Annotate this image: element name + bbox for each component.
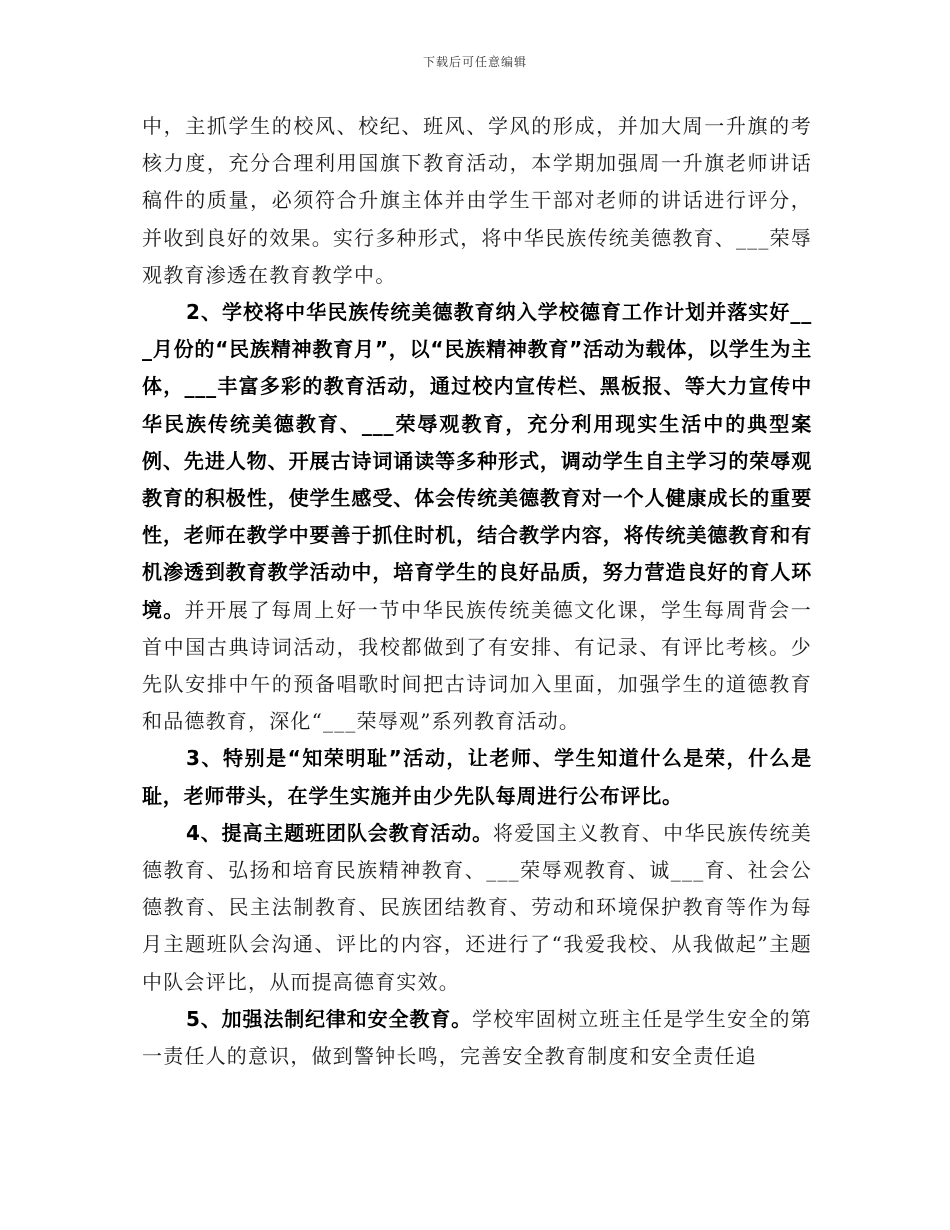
paragraph-text: 学校牢固树立班主任是学生安全的第一责任人的意识，做到警钟长鸣，完善安全教育制度和安全责任追 (142, 1006, 813, 1069)
page-header: 下载后可任意编辑 (422, 55, 527, 69)
paragraph-bold-text: 2、学校将中华民族传统美德教育纳入学校德育工作计划并落实好___月份的“民族精神教育月”，以“民族精神教育”活动为载体，以学生为主体，___丰富多彩的教育活动，通过校内宣传栏、黑板报、等大力宣传中华民族传统美德教育、___荣辱观教育，充分利用现实生活中的典型案例、先进人物、开展古诗词诵读等多种形式，调动学生自主学习的荣辱观教育的积极性，使学生感受、体会传统美德教育对一个人健康成长的重要性，老师在教学中要善于抓住时机，结合教学内容，将传统美德教育和有机渗透到教育教学活动中，培育学生的良好品质，努力营造良好的育人环境。 (142, 300, 812, 622)
paragraph-item-3 (142, 740, 812, 814)
paragraph-bold-text: 5、加强法制纪律和安全教育。 (186, 1006, 472, 1031)
paragraph-text: 中，主抓学生的校风、校纪、班风、学风的形成，并加大周一升旗的考核力度，充分合理利用国旗下教育活动，本学期加强周一升旗老师讲话稿件的质量，必须符合升旗主体并由学生干部对老师的讲话进行评分，并收到良好的效果。实行多种形式，将中华民族传统美德教育、___荣辱观教育渗透在教育教学中。 (142, 114, 812, 287)
paragraph-item-4 (142, 815, 812, 1001)
paragraph-item-2 (142, 294, 812, 740)
paragraph-text: 并开展了每周上好一节中华民族传统美德文化课，学生每周背会一首中国古典诗词活动，我校都做到了有安排、有记录、有评比考核。少先队安排中午的预备唱歌时间把古诗词加入里面，加强学生的道德教育和品德教育，深化“___荣辱观”系列教育活动。 (142, 597, 812, 734)
paragraph-continuation (142, 108, 812, 294)
paragraph-bold-text: 4、提高主题班团队会教育活动。 (186, 820, 493, 845)
document-body (142, 108, 812, 1075)
paragraph-bold-text: 3、特别是“知荣明耻”活动，让老师、学生知道什么是荣，什么是耻，老师带头，在学生实施并由少先队每周进行公布评比。 (142, 746, 812, 808)
paragraph-text: 将爱国主义教育、中华民族传统美德教育、弘扬和培育民族精神教育、___荣辱观教育、诚___育、社会公德教育、民主法制教育、民族团结教育、劳动和环境保护教育等作为每月主题班队会沟通、评比的内容，还进行了“我爱我校、从我做起”主题中队会评比，从而提高德育实效。 (142, 820, 813, 994)
paragraph-item-5 (142, 1001, 812, 1075)
